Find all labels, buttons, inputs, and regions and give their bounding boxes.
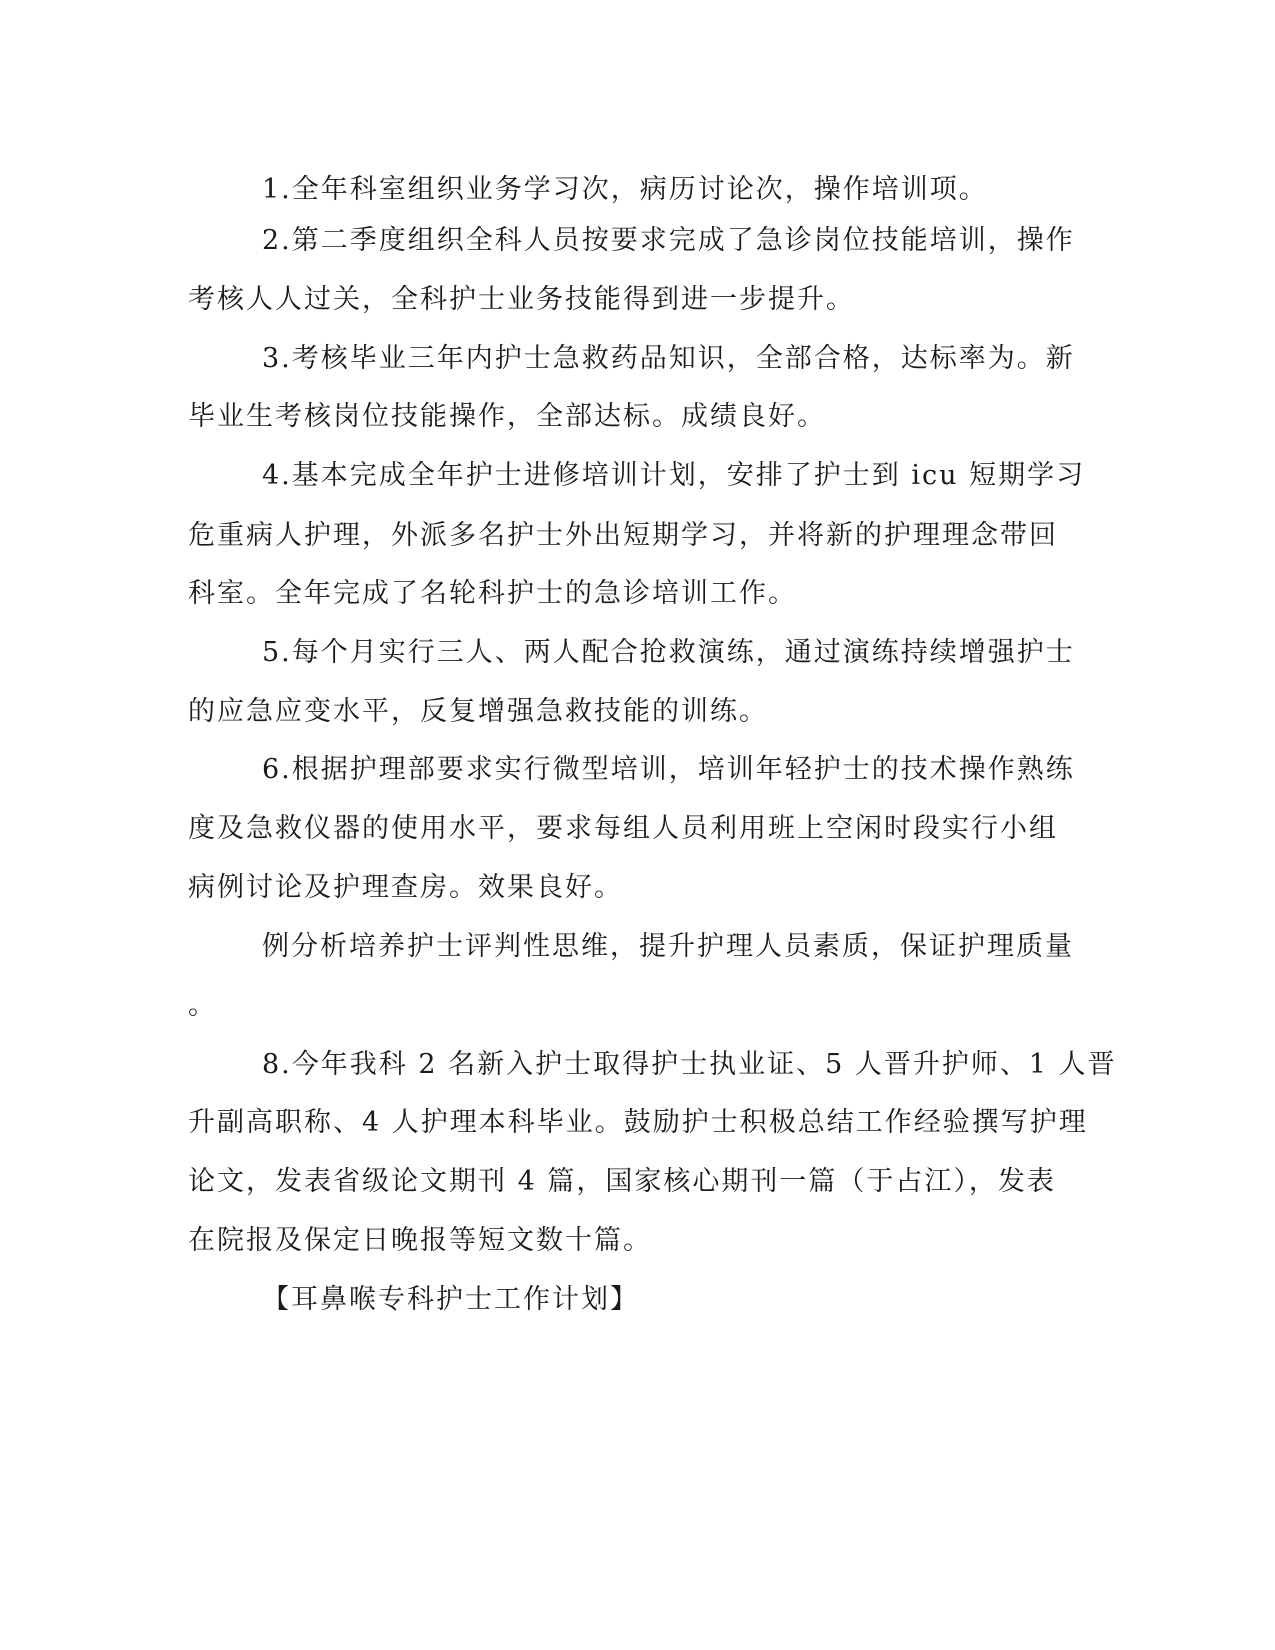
paragraph-7-line-2: 。 [188, 990, 217, 1021]
paragraph-4-line-2: 危重病人护理，外派多名护士外出短期学习，并将新的护理理念带回 [188, 520, 1058, 551]
paragraph-4-line-1: 4.基本完成全年护士进修培训计划，安排了护士到 icu 短期学习 [262, 460, 1086, 491]
paragraph-8-line-2: 升副高职称、4 人护理本科毕业。鼓励护士积极总结工作经验撰写护理 [188, 1107, 1088, 1138]
paragraph-2-line-1: 2.第二季度组织全科人员按要求完成了急诊岗位技能培训，操作 [262, 225, 1075, 256]
paragraph-3-line-1: 3.考核毕业三年内护士急救药品知识，全部合格，达标率为。新 [262, 343, 1075, 374]
paragraph-6-line-1: 6.根据护理部要求实行微型培训，培训年轻护士的技术操作熟练 [262, 754, 1075, 785]
paragraph-2-line-2: 考核人人过关，全科护士业务技能得到进一步提升。 [188, 284, 855, 315]
paragraph-3-line-2: 毕业生考核岗位技能操作，全部达标。成绩良好。 [188, 401, 826, 432]
paragraph-8-line-3: 论文，发表省级论文期刊 4 篇，国家核心期刊一篇（于占江），发表 [188, 1166, 1056, 1197]
paragraph-1-line-1: 1.全年科室组织业务学习次，病历讨论次，操作培训项。 [262, 174, 988, 205]
paragraph-8-line-4: 在院报及保定日晚报等短文数十篇。 [188, 1225, 652, 1256]
paragraph-4-line-3: 科室。全年完成了名轮科护士的急诊培训工作。 [188, 578, 797, 609]
paragraph-8-line-1: 8.今年我科 2 名新入护士取得护士执业证、5 人晋升护师、1 人晋 [262, 1049, 1117, 1080]
section-heading: 【耳鼻喉专科护士工作计划】 [262, 1284, 639, 1315]
paragraph-5-line-2: 的应急应变水平，反复增强急救技能的训练。 [188, 696, 768, 727]
paragraph-5-line-1: 5.每个月实行三人、两人配合抢救演练，通过演练持续增强护士 [262, 637, 1075, 668]
paragraph-6-line-3: 病例讨论及护理查房。效果良好。 [188, 872, 623, 903]
paragraph-6-line-2: 度及急救仪器的使用水平，要求每组人员利用班上空闲时段实行小组 [188, 813, 1058, 844]
paragraph-7-line-1: 例分析培养护士评判性思维，提升护理人员素质，保证护理质量 [262, 931, 1074, 962]
